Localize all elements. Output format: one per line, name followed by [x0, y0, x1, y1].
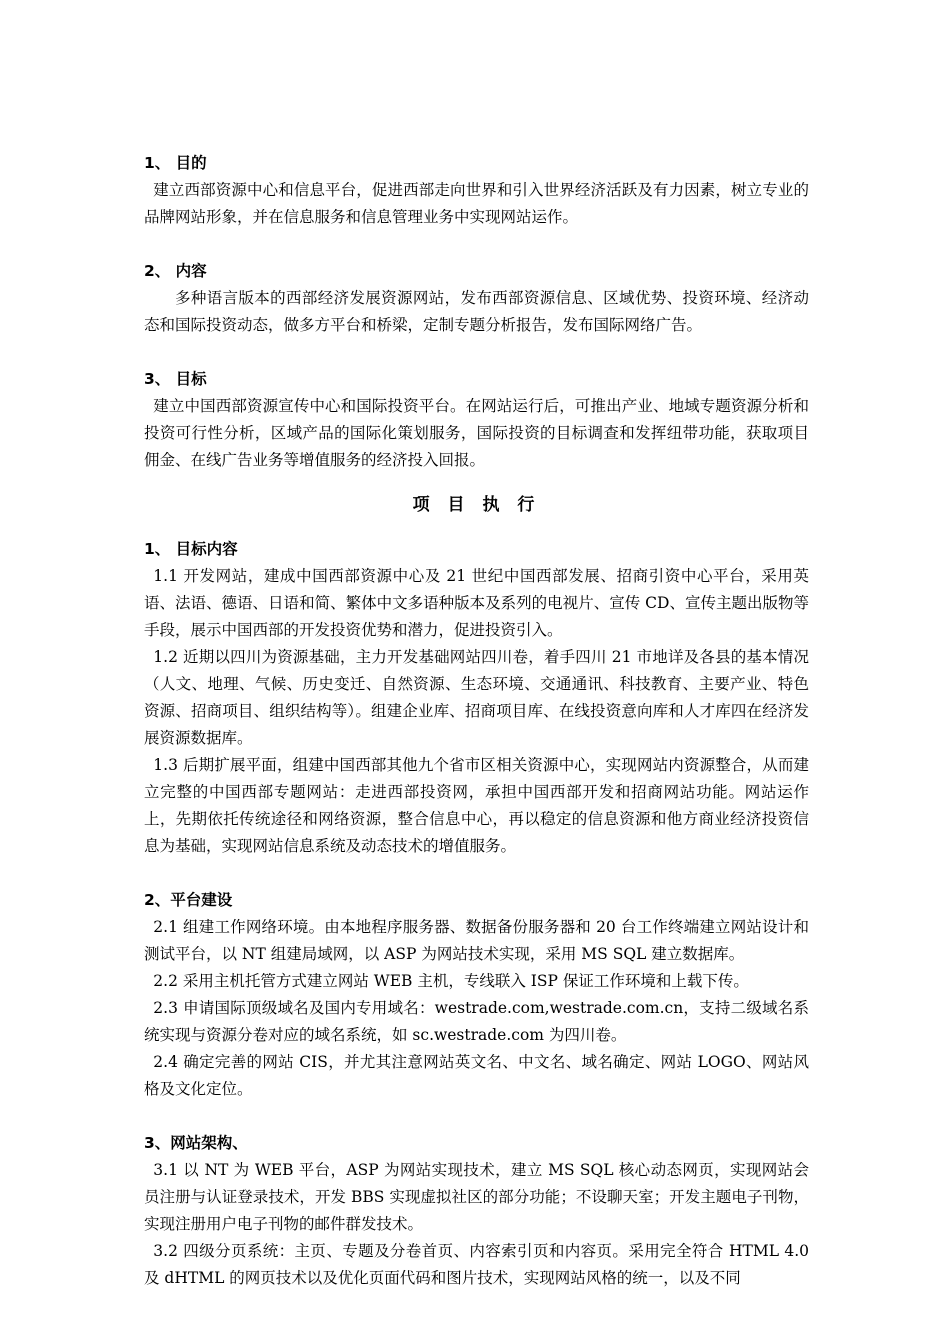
document-body [144, 150, 809, 1292]
paragraph-1-1: 1.1 开发网站，建成中国西部资源中心及 21 世纪中国西部发展、招商引资中心平台，采用英语、法语、德语、日语和简、繁体中文多语种版本及系列的电视片、宣传 CD、宣传主题出版物等手段，展示中国西部的开发投资优势和潜力，促进投资引入。 [144, 567, 809, 639]
paragraph-content: 多种语言版本的西部经济发展资源网站，发布西部资源信息、区域优势、投资环境、经济动态和国际投资动态，做多方平台和桥梁，定制专题分析报告，发布国际网络广告。 [144, 289, 809, 334]
section-heading-content: 2、 内容 [144, 262, 207, 280]
section-heading-platform: 2、平台建设 [144, 891, 233, 909]
paragraph-goal: 建立中国西部资源宣传中心和国际投资平台。在网站运行后，可推出产业、地域专题资源分析和投资可行性分析，区域产品的国际化策划服务，国际投资的目标调查和发挥纽带功能，获取项目佣金、在线广告业务等增值服务的经济投入回报。 [144, 397, 809, 469]
section-title-execution: 项 目 执 行 [412, 495, 541, 515]
paragraph-2-3: 2.3 申请国际顶级域名及国内专用域名：westrade.com,westrade.com.cn，支持二级域名系统实现与资源分卷对应的域名系统，如 sc.westrade.com 为四川卷。 [144, 999, 809, 1044]
paragraph-1-3: 1.3 后期扩展平面，组建中国西部其他九个省市区相关资源中心，实现网站内资源整合，从而建立完整的中国西部专题网站：走进西部投资网，承担中国西部开发和招商网站功能。网站运作上，先期依托传统途径和网络资源，整合信息中心，再以稳定的信息资源和他方商业经济投资信息为基础，实现网站信息系统及动态技术的增值服务。 [144, 756, 809, 855]
section-heading-goal: 3、 目标 [144, 370, 207, 388]
paragraph-purpose: 建立西部资源中心和信息平台，促进西部走向世界和引入世界经济活跃及有力因素，树立专业的品牌网站形象，并在信息服务和信息管理业务中实现网站运作。 [144, 181, 809, 226]
paragraph-2-2: 2.2 采用主机托管方式建立网站 WEB 主机，专线联入 ISP 保证工作环境和上载下传。 [153, 972, 749, 990]
section-heading-architecture: 3、网站架构、 [144, 1134, 248, 1152]
paragraph-3-2: 3.2 四级分页系统：主页、专题及分卷首页、内容索引页和内容页。采用完全符合 HTML 4.0 及 dHTML 的网页技术以及优化页面代码和图片技术，实现网站风格的统一，以及不同 [144, 1242, 809, 1287]
paragraph-2-4: 2.4 确定完善的网站 CIS，并尤其注意网站英文名、中文名、域名确定、网站 LOGO、网站风格及文化定位。 [144, 1053, 809, 1098]
paragraph-2-1: 2.1 组建工作网络环境。由本地程序服务器、数据备份服务器和 20 台工作终端建立网站设计和测试平台，以 NT 组建局域网，以 ASP 为网站技术实现，采用 MS SQL 建立数据库。 [144, 918, 809, 963]
paragraph-1-2: 1.2 近期以四川为资源基础，主力开发基础网站四川卷，着手四川 21 市地详及各县的基本情况（人文、地理、气候、历史变迁、自然资源、生态环境、交通通讯、科技教育、主要产业、特色资源、招商项目、组织结构等）。组建企业库、招商项目库、在线投资意向库和人才库四在经济发展资源数据库。 [144, 648, 809, 747]
section-heading-purpose: 1、 目的 [144, 154, 207, 172]
paragraph-3-1: 3.1 以 NT 为 WEB 平台，ASP 为网站实现技术，建立 MS SQL 核心动态网页，实现网站会员注册与认证登录技术，开发 BBS 实现虚拟社区的部分功能；不设聊天室；开发主题电子刊物，实现注册用户电子刊物的邮件群发技术。 [144, 1161, 809, 1233]
section-heading-target-content: 1、 目标内容 [144, 540, 238, 558]
